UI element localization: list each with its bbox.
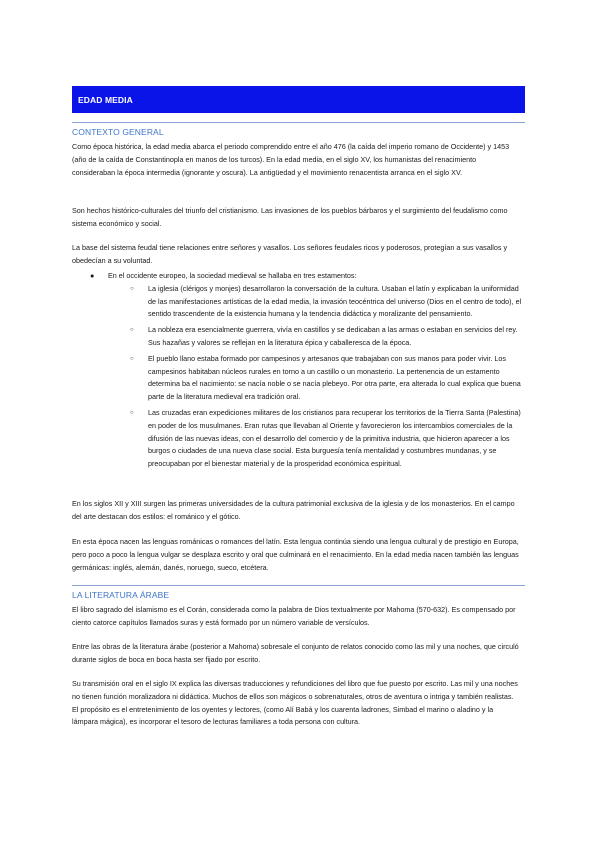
circle-bullet-icon: ○ — [130, 285, 134, 292]
section-divider — [72, 122, 525, 123]
estamentos-list — [72, 270, 524, 474]
sublist-item-text: Las cruzadas eran expediciones militares de los cristianos para recuperar los territorios de la Tierra Santa (Palestina) en poder de los musulmanes. Eran rutas que llevaban al Oriente y favorecieron los intercambios comerciales de la difusión de las nuevas ideas, con el desarrollo del comercio y de la primitiva industria, que hicieron aparecer a los burgos o ciudades de una nueva clase social. Esta burguesía tenía mentalidad y costumbres mundanas, y se preocupaban por el bienestar material y de la prosperidad económica espiritual. — [148, 407, 521, 469]
sublist-item — [108, 324, 524, 350]
estamentos-sublist — [108, 283, 524, 471]
section-divider — [72, 585, 525, 586]
section-heading-contexto: CONTEXTO GENERAL — [72, 127, 164, 137]
paragraph: La base del sistema feudal tiene relaciones entre señores y vasallos. Los señores feudales ricos y poderosos, protegían a sus vasallos y obedecían a su voluntad. — [72, 243, 508, 265]
circle-bullet-icon: ○ — [130, 409, 134, 416]
title-banner — [72, 86, 525, 113]
sublist-item-text: El pueblo llano estaba formado por campesinos y artesanos que trabajaban con sus manos para poder vivir. Los campesinos habitaban núcleos rurales en torno a un castillo o un monasterio. La pertenencia de un estamento determina ba el nacimiento: se nacía noble o se nacía plebeyo. Por otra parte, era alterada lo cual explica que buena parte de la literatura medieval era tradición oral. — [148, 353, 521, 402]
section-heading-literatura-arabe: LA LITERATURA ÁRABE — [72, 590, 170, 600]
paragraph: En los siglos XII y XIII surgen las primeras universidades de la cultura patrimonial exclusiva de la iglesia y de los monasterios. En el campo del arte destacan dos estilos: el románico y el gótico. — [72, 499, 515, 521]
sublist-item — [108, 353, 524, 404]
paragraph: Entre las obras de la literatura árabe (posterior a Mahoma) sobresale el conjunto de relatos conocido como las mil y una noches, que circuló durante siglos de boca en boca hasta ser fijado por escrito. — [72, 642, 519, 664]
paragraph: Son hechos histórico-culturales del triunfo del cristianismo. Las invasiones de los pueblos bárbaros y el surgimiento del feudalismo como sistema económico y social. — [72, 206, 508, 228]
page-title: EDAD MEDIA — [78, 94, 133, 105]
bullet-icon: ● — [90, 271, 95, 280]
sublist-item — [108, 283, 524, 321]
circle-bullet-icon: ○ — [130, 327, 134, 334]
paragraph: En esta época nacen las lenguas románicas o romances del latín. Esta lengua continúa siendo una lengua cultural y de prestigio en Europa, pero poco a poco la lengua vulgar se desplaza escrito y oral que culminará en el renacimiento. En la edad media nacen también las lenguas germánicas: inglés, alemán, danés, noruego, sueco, etcétera. — [72, 537, 519, 572]
paragraph: El libro sagrado del islamismo es el Corán, considerada como la palabra de Dios textualmente por Mahoma (570-632). Es compensado por ciento catorce capítulos llamados suras y está formado por un número variable de versículos. — [72, 605, 516, 627]
paragraph: Su transmisión oral en el siglo IX explica las diversas traducciones y refundiciones del libro que fue puesto por escrito. Las mil y una noches no tienen función moralizadora ni didáctica. Muchos de ellos son mágicos o sobrenaturales, otros de aventura o intriga y también realistas. El propósito es el entretenimiento de los oyentes y lectores, (como Alí Babá y los cuarenta ladrones, Simbad el marino o aladino y la lámpara mágica), es incorporar el tesoro de lecturas familiares a toda persona con cultura. — [72, 679, 518, 727]
list-item — [72, 270, 524, 471]
sublist-item-text: La iglesia (clérigos y monjes) desarrollaron la conversación de la cultura. Usaban el latín y explicaban la uniformidad de las manifestaciones artísticas de la edad media, la invasión teocéntrica del universo (Dios en el centro de todo), el sentido trascendente de la existencia humana y la tendencia didáctica y moralizante del pensamiento. — [148, 283, 522, 319]
paragraph: Como época histórica, la edad media abarca el periodo comprendido entre el año 476 (la caída del imperio romano de Occidente) y 1453 (año de la caída de Constantinopla en manos de los turcos). En la edad media, en el siglo XV, los humanistas del renacimiento consideraban la época intermedia (ignorante y oscura). La antigüedad y el movimiento renacentista arranca en el siglo XV. — [72, 142, 510, 177]
list-item-text: En el occidente europeo, la sociedad medieval se hallaba en tres estamentos: — [108, 271, 357, 280]
circle-bullet-icon: ○ — [130, 355, 134, 362]
sublist-item-text: La nobleza era esencialmente guerrera, vivía en castillos y se dedicaban a las armas o estaban en servicios del rey. Sus hazañas y valores se reflejan en la literatura épica y caballeresca de la época. — [148, 325, 518, 347]
sublist-item — [108, 407, 524, 471]
